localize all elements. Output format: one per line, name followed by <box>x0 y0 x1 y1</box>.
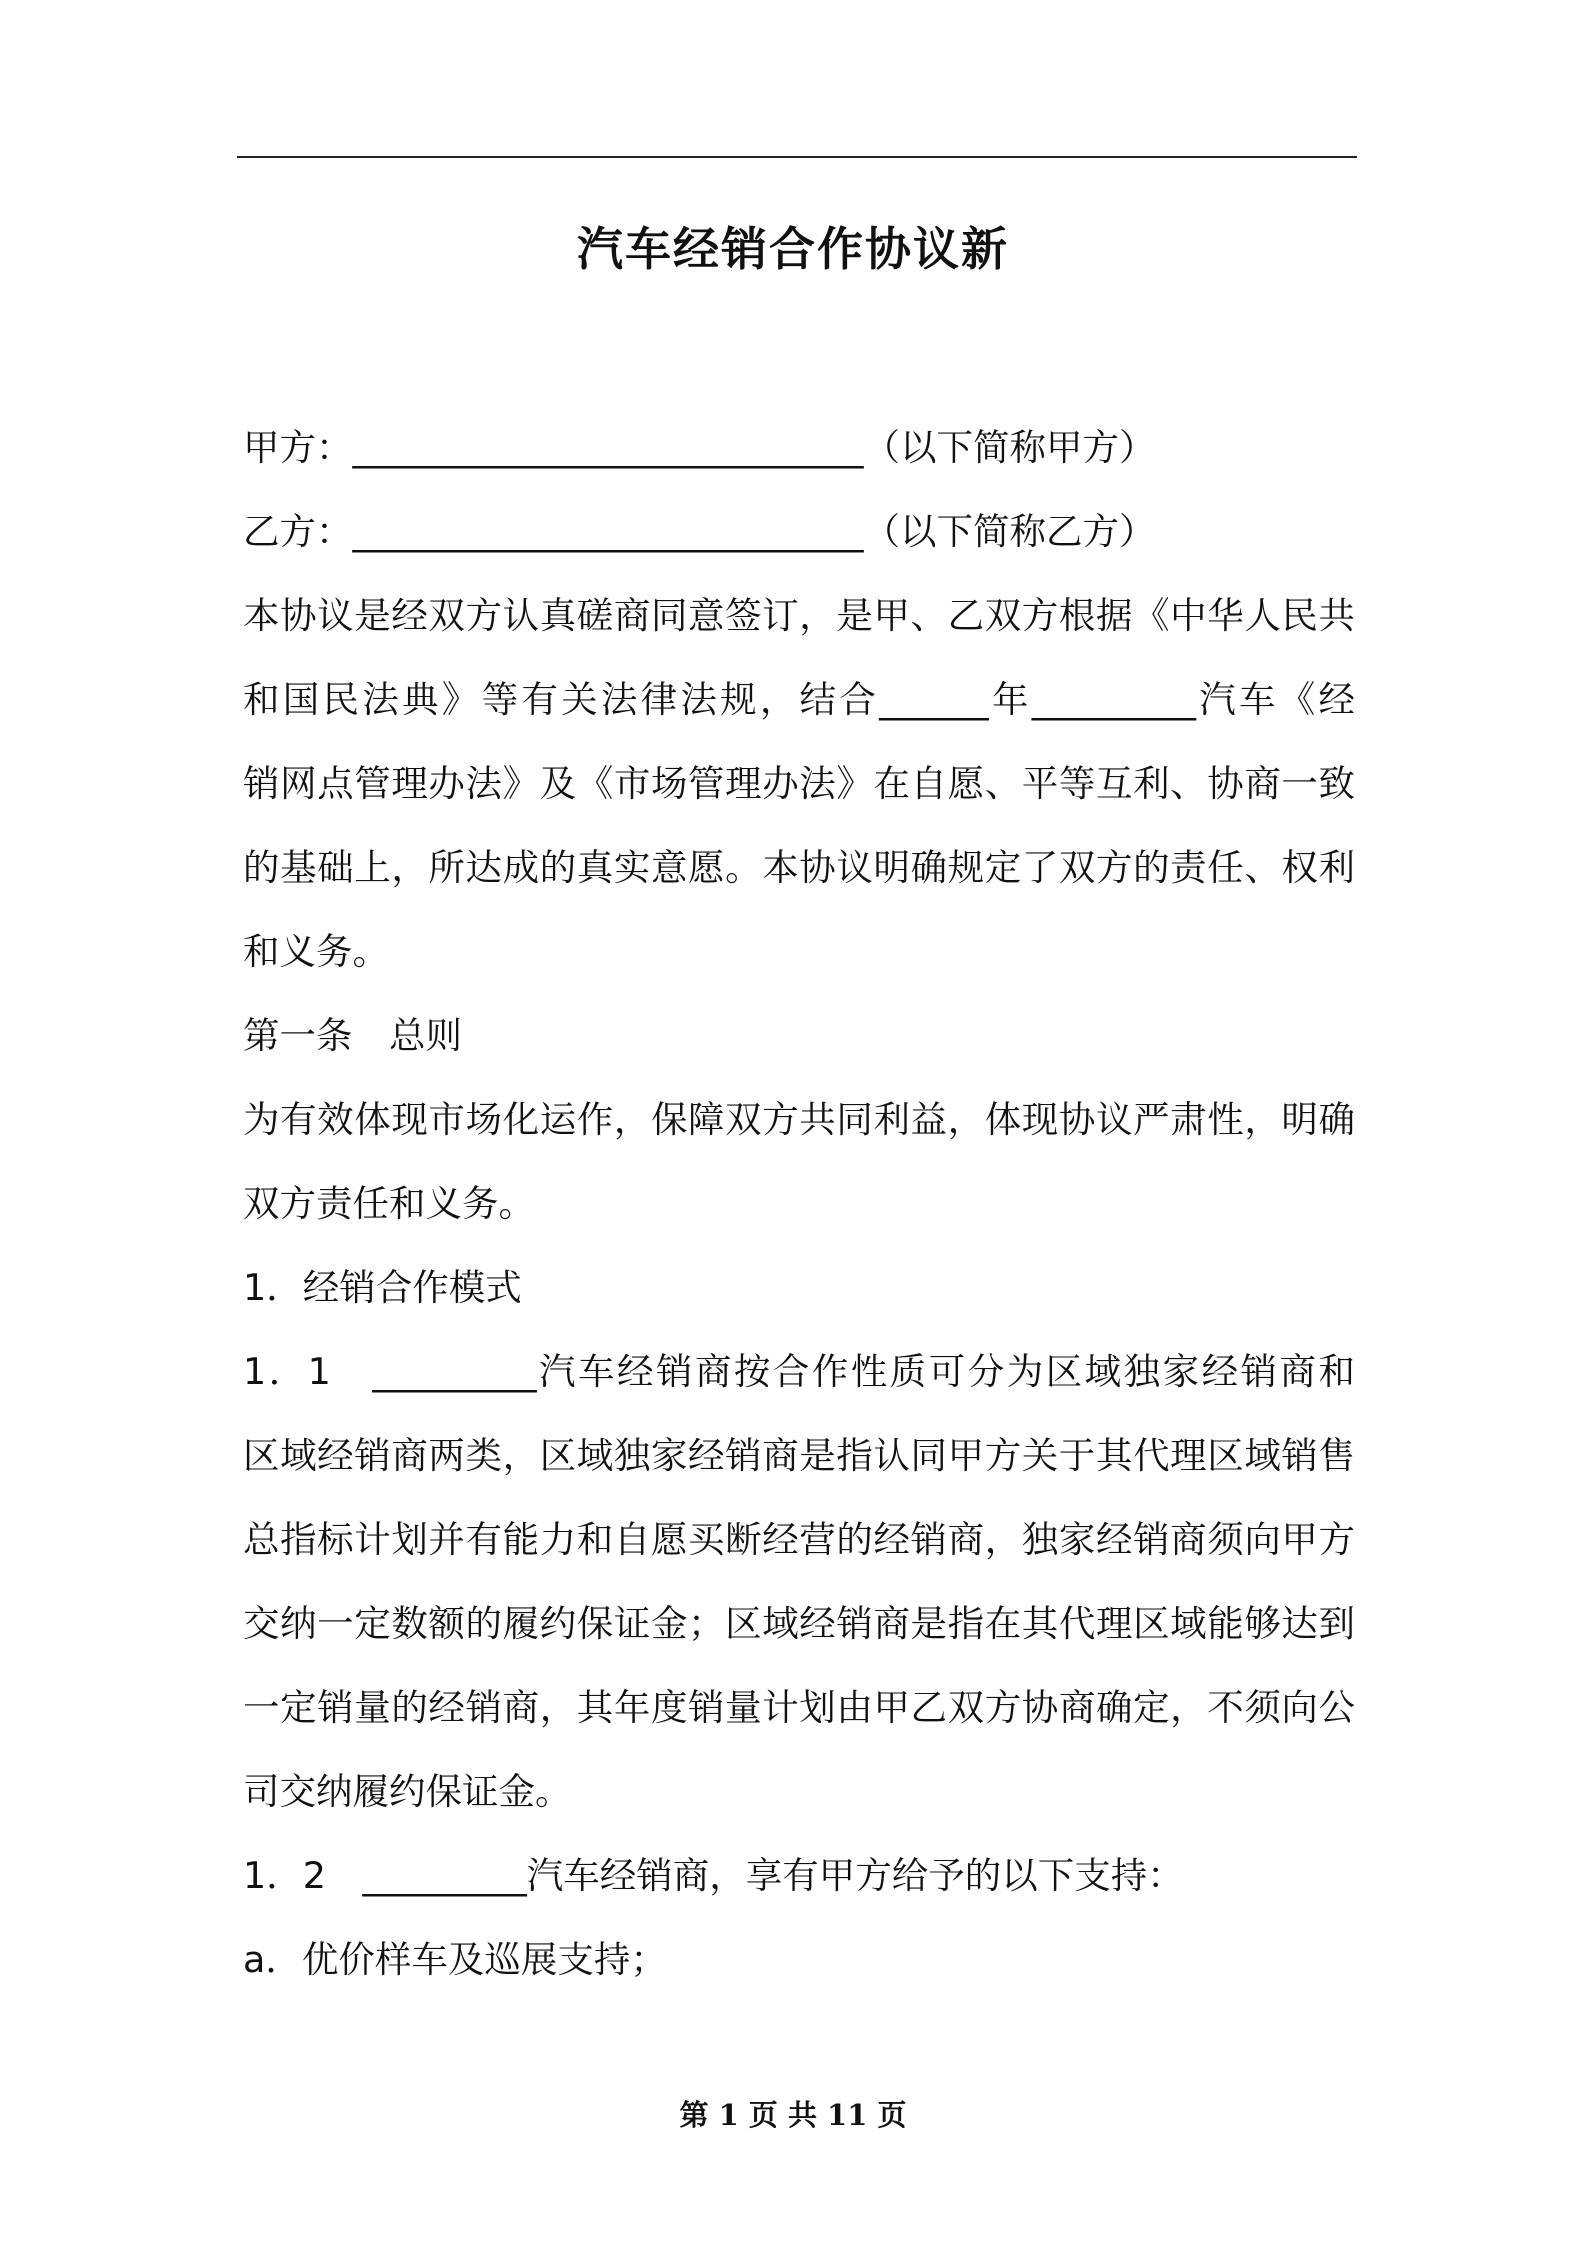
body-line: a．优价样车及巡展支持； <box>243 1938 667 1981</box>
body-line: 1．经销合作模式 <box>243 1266 522 1309</box>
body-line: 双方责任和义务。 <box>243 1182 535 1225</box>
body-line: 交纳一定数额的履约保证金；区域经销商是指在其代理区域能够达到 <box>243 1602 1355 1645</box>
party-a-line: 甲方：____________________________（以下简称甲方） <box>243 426 1156 469</box>
body-line: 1．2 _________汽车经销商，享有甲方给予的以下支持： <box>243 1854 1184 1897</box>
body-line: 销网点管理办法》及《市场管理办法》在自愿、平等互利、协商一致 <box>243 762 1355 805</box>
body-line: 的基础上，所达成的真实意愿。本协议明确规定了双方的责任、权利 <box>243 846 1355 889</box>
document-title: 汽车经销合作协议新 <box>577 222 1009 276</box>
body-line: 为有效体现市场化运作，保障双方共同利益，体现协议严肃性，明确 <box>243 1098 1355 1141</box>
header-rule <box>237 156 1357 158</box>
body-line: 和义务。 <box>243 930 389 973</box>
page-number: 第 1 页 共 11 页 <box>679 2098 907 2132</box>
body-line: 第一条 总则 <box>243 1014 462 1057</box>
body-line: 1．1 _________汽车经销商按合作性质可分为区域独家经销商和 <box>243 1350 1355 1393</box>
body-paragraphs <box>243 574 1355 2002</box>
body-line: 本协议是经双方认真磋商同意签订，是甲、乙双方根据《中华人民共 <box>243 594 1355 637</box>
body-line: 总指标计划并有能力和自愿买断经营的经销商，独家经销商须向甲方 <box>243 1518 1355 1561</box>
body-line: 一定销量的经销商，其年度销量计划由甲乙双方协商确定，不须向公 <box>243 1686 1355 1729</box>
body-line: 区域经销商两类，区域独家经销商是指认同甲方关于其代理区域销售 <box>243 1434 1355 1477</box>
body-line: 司交纳履约保证金。 <box>243 1770 572 1813</box>
body-line: 和国民法典》等有关法律法规，结合______年_________汽车《经 <box>243 678 1355 721</box>
document-body <box>243 406 1355 2002</box>
party-b-line: 乙方：____________________________（以下简称乙方） <box>243 510 1156 553</box>
